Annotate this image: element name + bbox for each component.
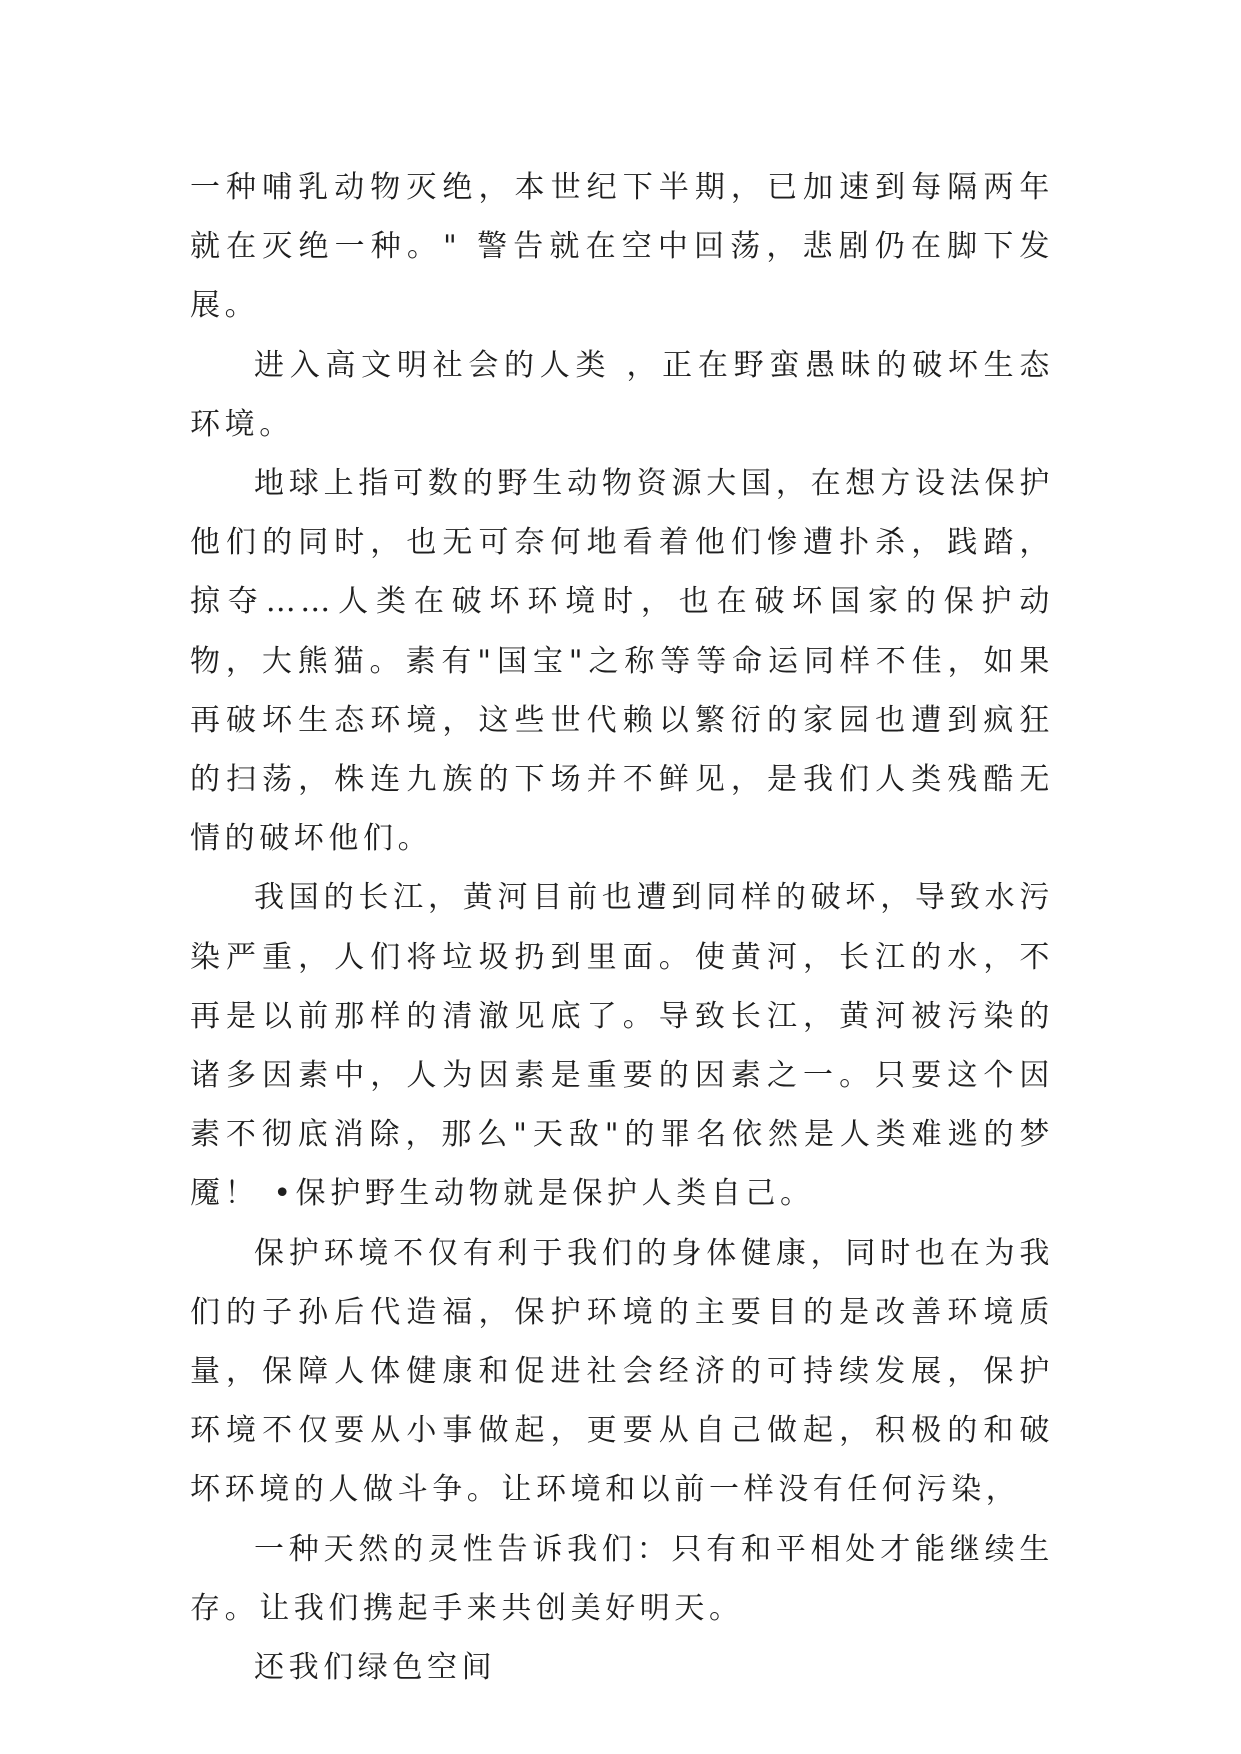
paragraph-2: 进入高文明社会的人类 ，正在野蛮愚昧的破坏生态环境。 (190, 347, 1054, 442)
document-body (190, 158, 1054, 1697)
paragraph-6: 一种天然的灵性告诉我们：只有和平相处才能继续生存。让我们携起手来共创美好明天。 (190, 1531, 1054, 1626)
paragraph-1: 一种哺乳动物灭绝，本世纪下半期，已加速到每隔两年就在灭绝一种。" 警告就在空中回荡，悲剧仍在脚下发展。 (190, 170, 1054, 324)
paragraph-3: 地球上指可数的野生动物资源大国，在想方设法保护他们的同时，也无可奈何地看着他们惨遭扑杀，践踏，掠夺……人类在破坏环境时，也在破坏国家的保护动物，大熊猫。素有"国宝"之称等等命运同样不佳，如果再破坏生态环境，这些世代赖以繁衍的家园也遭到疯狂的扫荡，株连九族的下场并不鲜见，是我们人类残酷无情的破坏他们。 (190, 466, 1054, 857)
paragraph-7: 还我们绿色空间 (254, 1650, 497, 1686)
paragraph-5: 保护环境不仅有利于我们的身体健康，同时也在为我们的子孙后代造福，保护环境的主要目的是改善环境质量，保障人体健康和促进社会经济的可持续发展，保护环境不仅要从小事做起，更要从自己做起，积极的和破坏环境的人做斗争。让环境和以前一样没有任何污染， (190, 1235, 1054, 1508)
paragraph-4: 我国的长江，黄河目前也遭到同样的破坏，导致水污染严重，人们将垃圾扔到里面。使黄河，长江的水，不再是以前那样的清澈见底了。导致长江，黄河被污染的诸多因素中，人为因素是重要的因素之一。只要这个因素不彻底消除，那么"天敌"的罪名依然是人类难逃的梦魇！ •保护野生动物就是保护人类自己。 (190, 880, 1054, 1212)
